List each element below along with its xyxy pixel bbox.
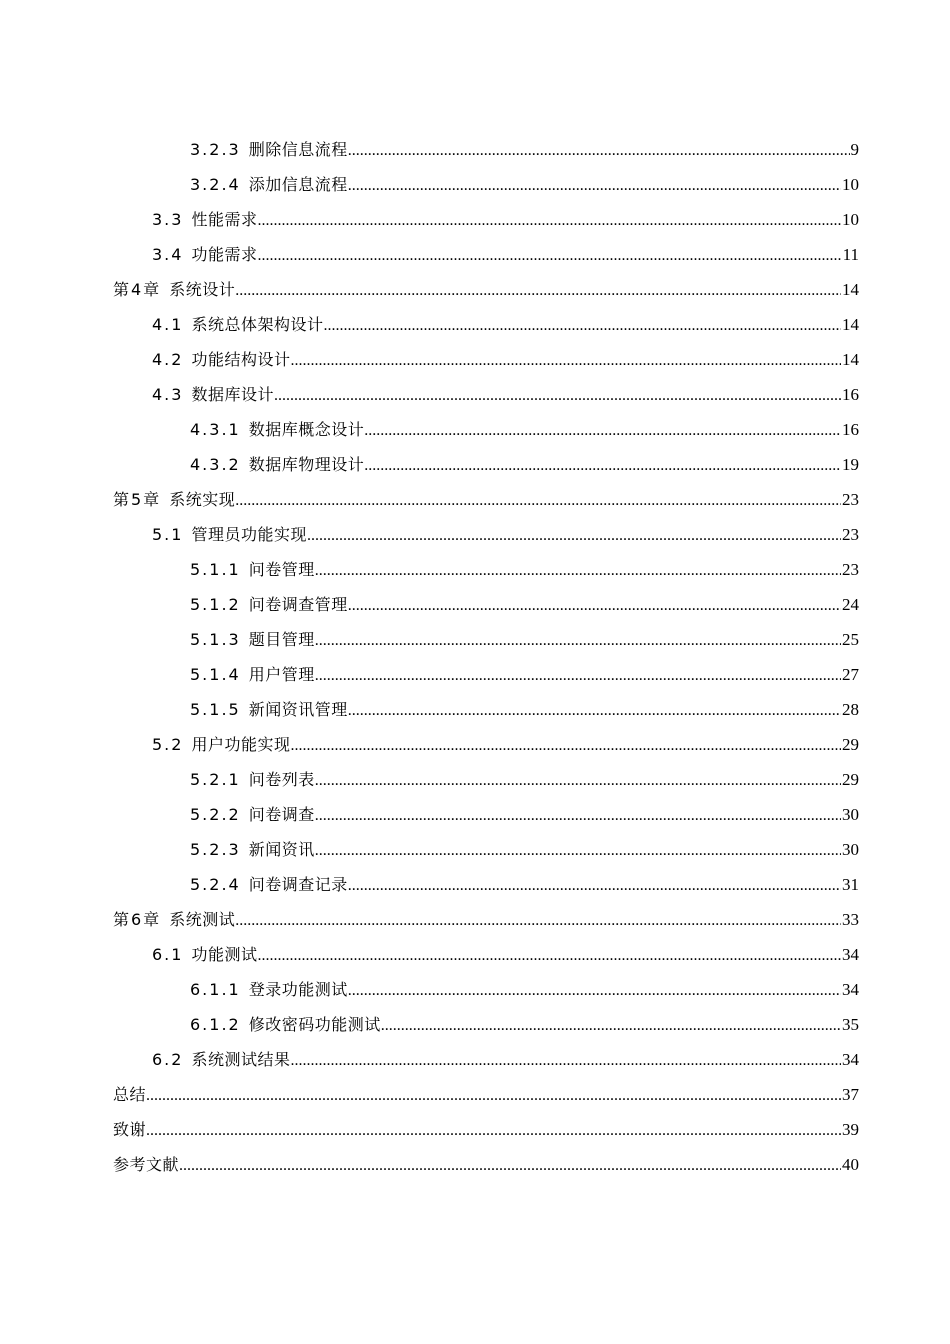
toc-dot-leader bbox=[323, 308, 841, 343]
toc-dot-leader bbox=[235, 903, 841, 938]
toc-page-number: 39 bbox=[842, 1119, 859, 1139]
toc-entry-label bbox=[152, 937, 257, 972]
toc-section-title: 功能结构设计 bbox=[191, 349, 291, 369]
toc-entry-line[interactable] bbox=[190, 132, 859, 168]
toc-entry[interactable] bbox=[0, 447, 950, 482]
toc-section-number: 5.1.1 bbox=[190, 559, 241, 579]
toc-dot-leader bbox=[257, 938, 841, 973]
toc-dot-leader bbox=[257, 203, 841, 238]
toc-entry[interactable] bbox=[0, 202, 950, 237]
toc-entry-label bbox=[152, 377, 274, 412]
toc-section-title: 修改密码功能测试 bbox=[248, 1014, 381, 1034]
toc-page-number: 27 bbox=[842, 664, 859, 684]
toc-dot-leader bbox=[307, 518, 841, 553]
toc-page-number: 30 bbox=[842, 839, 859, 859]
toc-section-number: 6.2 bbox=[152, 1049, 184, 1069]
toc-entry[interactable] bbox=[0, 132, 950, 167]
toc-section-number: 第6章 bbox=[113, 909, 162, 929]
toc-entry-line[interactable] bbox=[113, 482, 859, 518]
toc-dot-leader bbox=[290, 343, 841, 378]
toc-entry-label bbox=[190, 1007, 381, 1042]
toc-entry-line[interactable] bbox=[190, 692, 859, 728]
toc-entry[interactable] bbox=[0, 377, 950, 412]
toc-dot-leader bbox=[315, 798, 841, 833]
toc-entry-line[interactable] bbox=[190, 447, 859, 483]
toc-page-number: 33 bbox=[842, 909, 859, 929]
toc-page-number: 37 bbox=[842, 1084, 859, 1104]
toc-entry[interactable] bbox=[0, 307, 950, 342]
toc-entry-label bbox=[152, 342, 290, 377]
toc-entry[interactable] bbox=[0, 1077, 950, 1112]
toc-entry-label bbox=[190, 552, 315, 587]
toc-section-title: 数据库物理设计 bbox=[248, 454, 365, 474]
toc-entry[interactable] bbox=[0, 272, 950, 307]
toc-entry-label bbox=[190, 797, 315, 832]
toc-section-title: 功能测试 bbox=[191, 944, 258, 964]
toc-entry-label bbox=[152, 307, 323, 342]
toc-entry[interactable] bbox=[0, 797, 950, 832]
toc-section-title: 问卷列表 bbox=[248, 769, 315, 789]
toc-dot-leader bbox=[290, 728, 841, 763]
toc-section-title: 系统实现 bbox=[169, 489, 236, 509]
toc-entry-line[interactable] bbox=[190, 1007, 859, 1043]
toc-entry-label bbox=[190, 972, 348, 1007]
toc-entry[interactable] bbox=[0, 1147, 950, 1182]
toc-page-number: 19 bbox=[842, 454, 859, 474]
toc-section-title: 致谢 bbox=[113, 1119, 147, 1139]
toc-section-title: 系统总体架构设计 bbox=[191, 314, 324, 334]
toc-entry[interactable] bbox=[0, 657, 950, 692]
toc-entry-label bbox=[190, 622, 315, 657]
toc-entry[interactable] bbox=[0, 342, 950, 377]
toc-page-number: 14 bbox=[842, 279, 859, 299]
toc-entry-label bbox=[152, 1042, 290, 1077]
toc-section-number: 5.2.4 bbox=[190, 874, 241, 894]
toc-entry-line[interactable] bbox=[113, 1112, 859, 1148]
toc-entry-line[interactable] bbox=[152, 342, 859, 378]
toc-entry-label bbox=[190, 412, 364, 447]
toc-entry-label bbox=[190, 167, 348, 202]
toc-section-number: 5.2 bbox=[152, 734, 184, 754]
toc-section-title: 用户管理 bbox=[248, 664, 315, 684]
toc-section-number: 第5章 bbox=[113, 489, 162, 509]
toc-dot-leader bbox=[146, 1113, 841, 1148]
toc-section-title: 功能需求 bbox=[191, 244, 258, 264]
toc-dot-leader bbox=[348, 588, 841, 623]
toc-entry-label bbox=[190, 692, 348, 727]
toc-entry-line[interactable] bbox=[152, 937, 859, 973]
toc-entry-line[interactable] bbox=[190, 587, 859, 623]
toc-section-number: 5.1 bbox=[152, 524, 184, 544]
toc-entry-line[interactable] bbox=[152, 237, 859, 273]
toc-entry[interactable] bbox=[0, 587, 950, 622]
toc-dot-leader bbox=[364, 413, 841, 448]
toc-section-title: 系统测试 bbox=[169, 909, 236, 929]
toc-dot-leader bbox=[348, 868, 841, 903]
toc-page-number: 28 bbox=[842, 699, 859, 719]
toc-page-number: 16 bbox=[842, 419, 859, 439]
toc-section-title: 添加信息流程 bbox=[248, 174, 348, 194]
toc-entry-label bbox=[190, 657, 315, 692]
toc-section-title: 问卷调查记录 bbox=[248, 874, 348, 894]
toc-entry-line[interactable] bbox=[190, 797, 859, 833]
toc-entry-line[interactable] bbox=[190, 552, 859, 588]
toc-section-number: 第4章 bbox=[113, 279, 162, 299]
toc-page-number: 14 bbox=[842, 314, 859, 334]
toc-page-number: 25 bbox=[842, 629, 859, 649]
toc-dot-leader bbox=[290, 1043, 841, 1078]
toc-entry-label bbox=[152, 237, 257, 272]
toc-entry[interactable] bbox=[0, 552, 950, 587]
toc-page-number: 29 bbox=[842, 769, 859, 789]
toc-entry-line[interactable] bbox=[190, 622, 859, 658]
toc-dot-leader bbox=[364, 448, 841, 483]
toc-section-title: 用户功能实现 bbox=[191, 734, 291, 754]
toc-page-number: 23 bbox=[842, 559, 859, 579]
toc-entry-label bbox=[152, 202, 257, 237]
toc-section-number: 5.1.4 bbox=[190, 664, 241, 684]
toc-section-number: 4.3 bbox=[152, 384, 184, 404]
toc-entry-label bbox=[190, 587, 348, 622]
toc-dot-leader bbox=[315, 553, 841, 588]
toc-entry[interactable] bbox=[0, 762, 950, 797]
toc-page-number: 30 bbox=[842, 804, 859, 824]
toc-dot-leader bbox=[179, 1148, 841, 1183]
toc-page-number: 40 bbox=[842, 1154, 859, 1174]
toc-entry[interactable] bbox=[0, 832, 950, 867]
toc-section-title: 登录功能测试 bbox=[248, 979, 348, 999]
toc-dot-leader bbox=[315, 833, 841, 868]
toc-entry-line[interactable] bbox=[190, 972, 859, 1008]
toc-section-number: 5.1.3 bbox=[190, 629, 241, 649]
toc-dot-leader bbox=[381, 1008, 841, 1043]
toc-page-number: 16 bbox=[842, 384, 859, 404]
toc-entry-label bbox=[190, 762, 315, 797]
toc-entry-label bbox=[190, 447, 364, 482]
toc-dot-leader bbox=[315, 623, 841, 658]
toc-page-number: 34 bbox=[842, 944, 859, 964]
toc-dot-leader bbox=[257, 238, 841, 273]
toc-dot-leader bbox=[348, 693, 841, 728]
table-of-contents bbox=[0, 132, 950, 1182]
toc-page-number: 31 bbox=[842, 874, 859, 894]
toc-entry-line[interactable] bbox=[190, 832, 859, 868]
toc-page-number: 29 bbox=[842, 734, 859, 754]
toc-section-number: 5.1.5 bbox=[190, 699, 241, 719]
toc-entry-label bbox=[113, 902, 235, 937]
toc-entry[interactable] bbox=[0, 167, 950, 202]
toc-entry[interactable] bbox=[0, 482, 950, 517]
toc-entry-label bbox=[113, 1112, 146, 1147]
toc-entry-line[interactable] bbox=[190, 167, 859, 203]
toc-dot-leader bbox=[315, 658, 841, 693]
toc-section-title: 问卷管理 bbox=[248, 559, 315, 579]
toc-section-title: 新闻资讯 bbox=[248, 839, 315, 859]
toc-section-number: 3.3 bbox=[152, 209, 184, 229]
toc-entry-label bbox=[190, 832, 315, 867]
toc-section-title: 参考文献 bbox=[113, 1154, 180, 1174]
toc-section-title: 性能需求 bbox=[191, 209, 258, 229]
toc-entry[interactable] bbox=[0, 412, 950, 447]
toc-entry[interactable] bbox=[0, 1007, 950, 1042]
toc-section-title: 系统设计 bbox=[169, 279, 236, 299]
toc-page-number: 10 bbox=[842, 174, 859, 194]
toc-page-number: 9 bbox=[850, 139, 859, 159]
toc-section-number: 3.4 bbox=[152, 244, 184, 264]
toc-entry[interactable] bbox=[0, 622, 950, 657]
toc-section-number: 4.3.2 bbox=[190, 454, 241, 474]
toc-dot-leader bbox=[274, 378, 841, 413]
toc-page-number: 23 bbox=[842, 524, 859, 544]
toc-section-number: 6.1.1 bbox=[190, 979, 241, 999]
toc-page-number: 35 bbox=[842, 1014, 859, 1034]
toc-section-title: 管理员功能实现 bbox=[191, 524, 307, 544]
toc-entry-line[interactable] bbox=[152, 307, 859, 343]
toc-section-number: 4.2 bbox=[152, 349, 184, 369]
toc-section-number: 3.2.4 bbox=[190, 174, 241, 194]
toc-entry-line[interactable] bbox=[190, 762, 859, 798]
toc-entry-line[interactable] bbox=[113, 1077, 859, 1113]
toc-section-number: 5.1.2 bbox=[190, 594, 241, 614]
toc-page-number: 11 bbox=[842, 244, 859, 264]
toc-entry[interactable] bbox=[0, 902, 950, 937]
toc-entry[interactable] bbox=[0, 517, 950, 552]
toc-section-title: 题目管理 bbox=[248, 629, 315, 649]
toc-page-number: 14 bbox=[842, 349, 859, 369]
toc-dot-leader bbox=[315, 763, 841, 798]
toc-entry[interactable] bbox=[0, 237, 950, 272]
toc-section-title: 新闻资讯管理 bbox=[248, 699, 348, 719]
toc-dot-leader bbox=[348, 168, 841, 203]
toc-entry-label bbox=[113, 272, 235, 307]
toc-dot-leader bbox=[146, 1078, 841, 1113]
toc-entry[interactable] bbox=[0, 937, 950, 972]
toc-entry-label bbox=[113, 482, 235, 517]
toc-section-number: 6.1.2 bbox=[190, 1014, 241, 1034]
toc-section-title: 数据库概念设计 bbox=[248, 419, 365, 439]
toc-entry-line[interactable] bbox=[190, 657, 859, 693]
toc-entry-line[interactable] bbox=[152, 377, 859, 413]
toc-entry-line[interactable] bbox=[190, 412, 859, 448]
toc-entry-line[interactable] bbox=[190, 867, 859, 903]
toc-section-title: 删除信息流程 bbox=[248, 139, 348, 159]
toc-entry-label bbox=[152, 517, 307, 552]
toc-page-number: 24 bbox=[842, 594, 859, 614]
toc-page-number: 10 bbox=[842, 209, 859, 229]
toc-entry-label bbox=[190, 132, 348, 167]
toc-entry-line[interactable] bbox=[113, 272, 859, 308]
toc-section-title: 问卷调查 bbox=[248, 804, 315, 824]
toc-entry-line[interactable] bbox=[113, 1147, 859, 1183]
toc-section-number: 4.1 bbox=[152, 314, 184, 334]
toc-section-number: 5.2.1 bbox=[190, 769, 241, 789]
toc-section-title: 问卷调查管理 bbox=[248, 594, 348, 614]
toc-section-title: 总结 bbox=[113, 1084, 147, 1104]
toc-entry[interactable] bbox=[0, 692, 950, 727]
toc-entry-line[interactable] bbox=[113, 902, 859, 938]
toc-section-number: 3.2.3 bbox=[190, 139, 241, 159]
toc-section-title: 数据库设计 bbox=[191, 384, 274, 404]
toc-entry[interactable] bbox=[0, 1042, 950, 1077]
toc-section-number: 5.2.2 bbox=[190, 804, 241, 824]
toc-section-number: 4.3.1 bbox=[190, 419, 241, 439]
toc-dot-leader bbox=[235, 273, 841, 308]
toc-entry-line[interactable] bbox=[152, 517, 859, 553]
toc-section-title: 系统测试结果 bbox=[191, 1049, 291, 1069]
toc-section-number: 6.1 bbox=[152, 944, 184, 964]
toc-page-number: 34 bbox=[842, 979, 859, 999]
toc-entry-line[interactable] bbox=[152, 727, 859, 763]
toc-page-number: 34 bbox=[842, 1049, 859, 1069]
toc-dot-leader bbox=[348, 133, 850, 168]
toc-page-number: 23 bbox=[842, 489, 859, 509]
toc-entry-label bbox=[190, 867, 348, 902]
toc-dot-leader bbox=[348, 973, 841, 1008]
toc-entry[interactable] bbox=[0, 1112, 950, 1147]
toc-entry[interactable] bbox=[0, 867, 950, 902]
toc-section-number: 5.2.3 bbox=[190, 839, 241, 859]
toc-entry-line[interactable] bbox=[152, 202, 859, 238]
toc-entry-line[interactable] bbox=[152, 1042, 859, 1078]
toc-entry[interactable] bbox=[0, 727, 950, 762]
toc-entry-label bbox=[113, 1077, 146, 1112]
toc-entry[interactable] bbox=[0, 972, 950, 1007]
toc-entry-label bbox=[152, 727, 290, 762]
toc-entry-label bbox=[113, 1147, 179, 1182]
toc-dot-leader bbox=[235, 483, 841, 518]
